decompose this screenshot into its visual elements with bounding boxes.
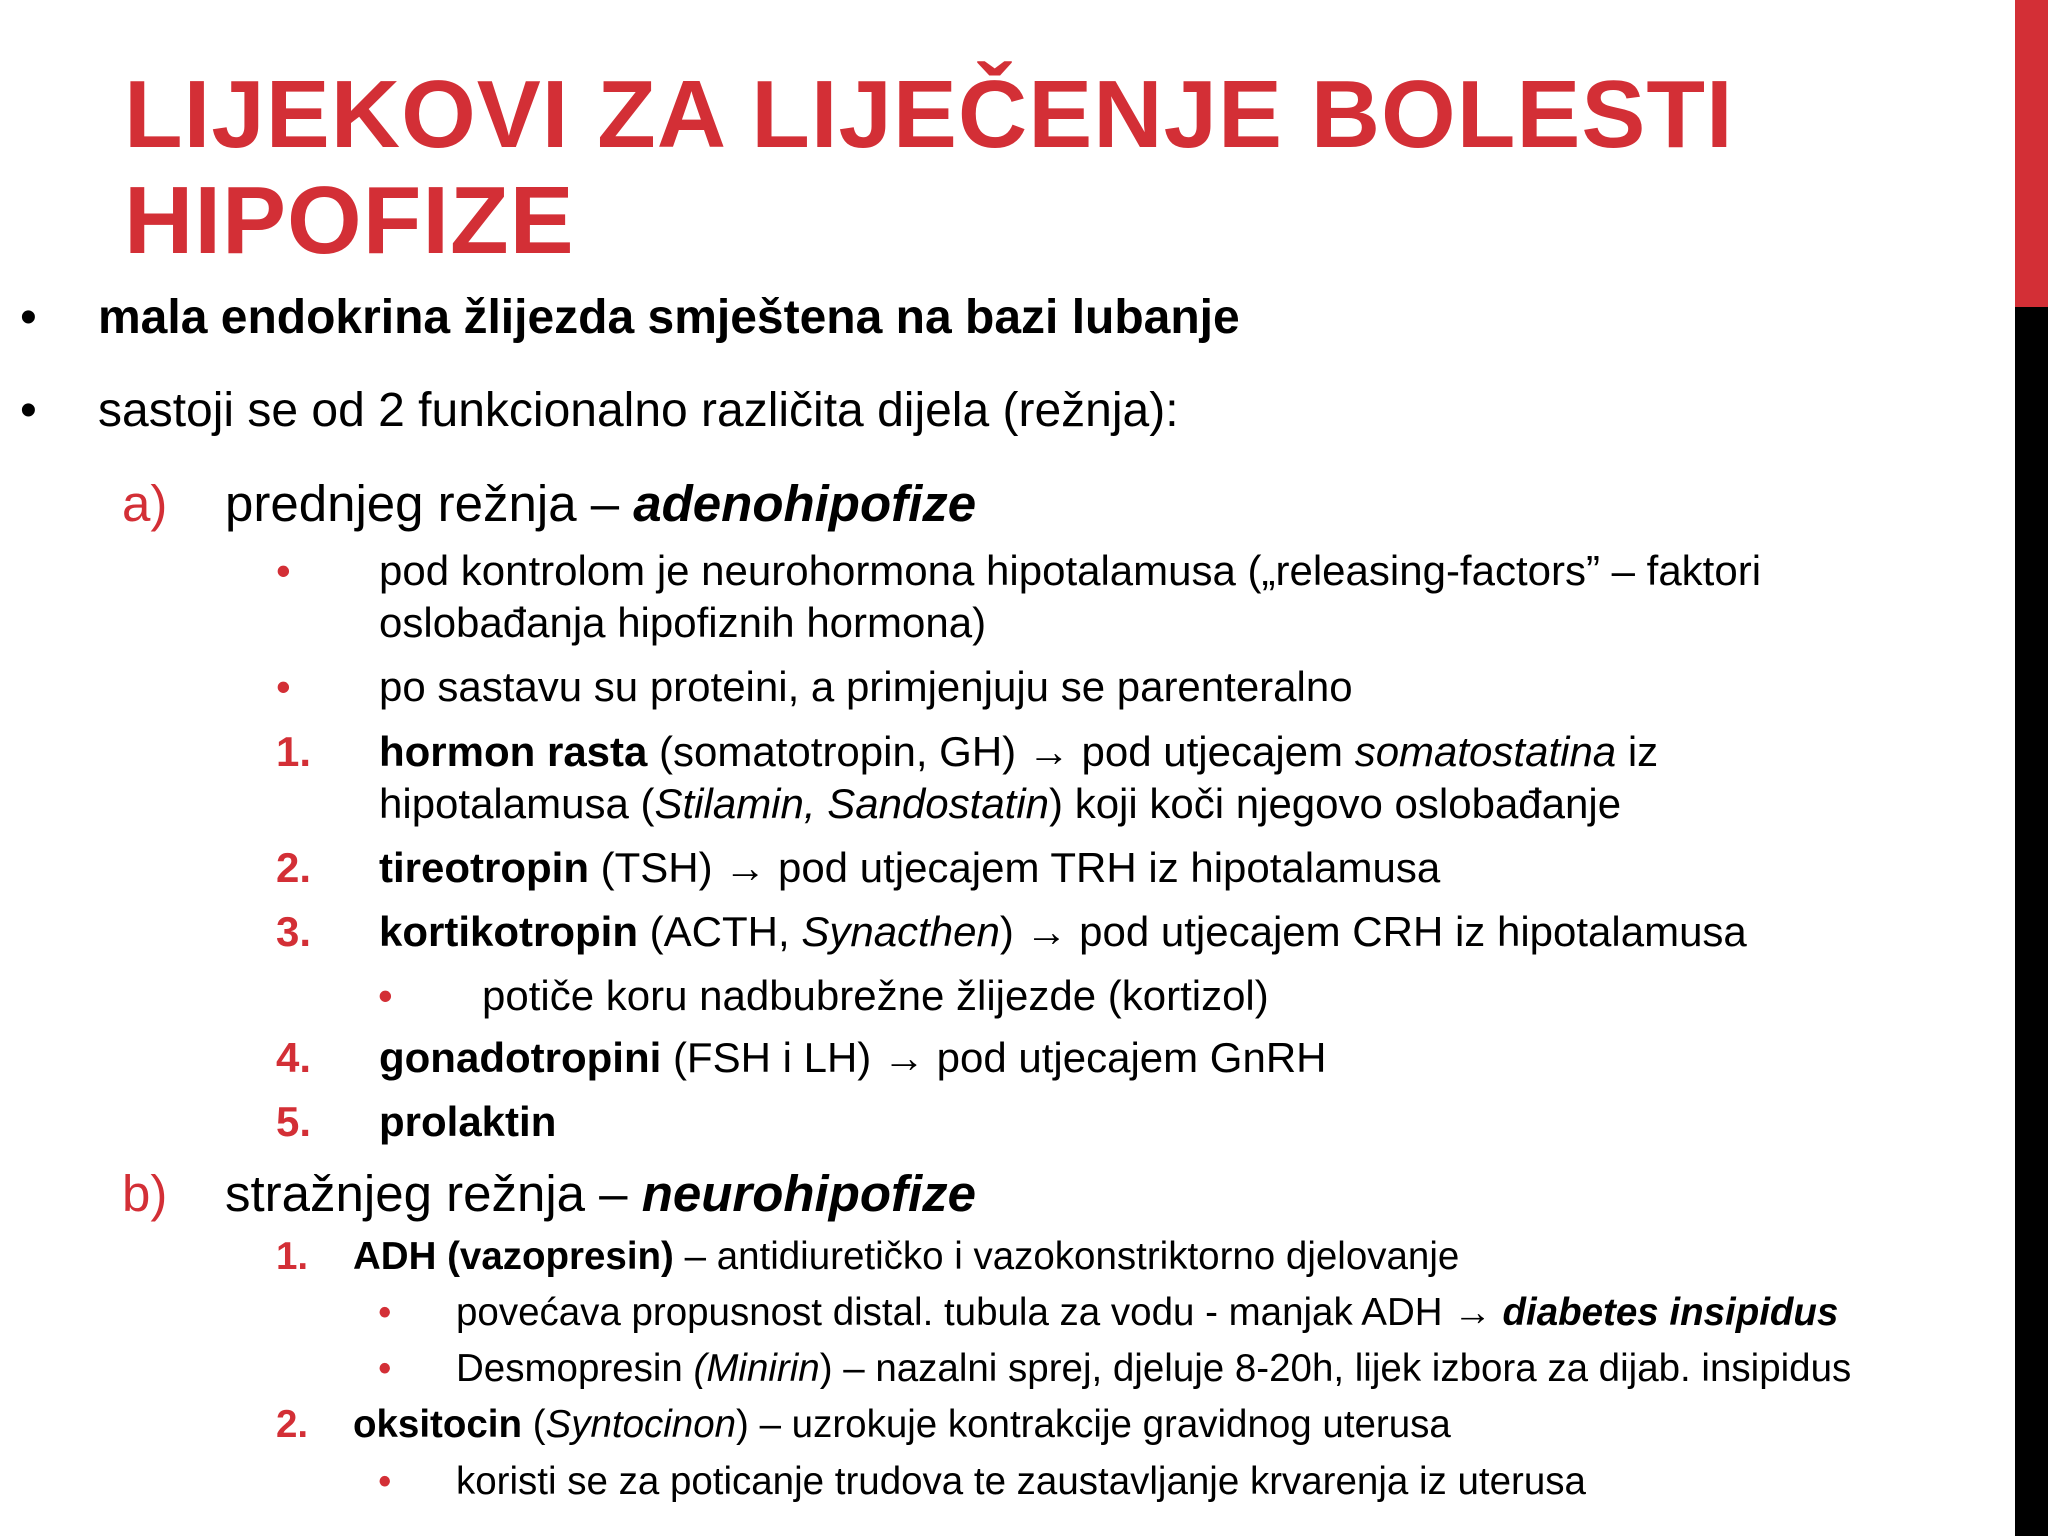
- item-prolactin: prolaktin: [379, 1098, 557, 1145]
- item-number: 1.: [276, 728, 312, 775]
- arrow-icon: →: [882, 1034, 925, 1081]
- section-a-marker: a): [122, 475, 168, 532]
- section-a-heading: prednjeg režnja – adenohipofize: [225, 475, 977, 532]
- item-growth-hormone-line2: hipotalamusa (Stilamin, Sandostatin) koji koči njegovo oslobađanje: [379, 780, 1622, 827]
- adeno-composition: po sastavu su proteini, a primjenjuju se parenteralno: [379, 663, 1353, 710]
- section-b-marker: b): [122, 1165, 168, 1222]
- arrow-icon: →: [1027, 728, 1070, 775]
- corticotropin-effect: potiče koru nadbubrežne žlijezde (kortizol): [482, 972, 1269, 1019]
- item-adh: ADH (vazopresin) – antidiuretičko i vazokonstriktorno djelovanje: [353, 1235, 1460, 1278]
- oxytocin-use: koristi se za poticanje trudova te zaustavljanje krvarenja iz uterusa: [456, 1460, 1586, 1503]
- desmopressin-info: Desmopresin (Minirin) – nazalni sprej, djeluje 8-20h, lijek izbora za dijab. insipidus: [456, 1347, 1852, 1390]
- item-number: 1.: [276, 1235, 309, 1278]
- item-number: 4.: [276, 1034, 312, 1081]
- sub-bullet-marker: •: [378, 1460, 392, 1503]
- bullet-text-location: mala endokrina žlijezda smještena na bazi lubanje: [98, 291, 1240, 344]
- sub-bullet-marker: •: [276, 663, 291, 710]
- section-b-heading: stražnjeg režnja – neurohipofize: [225, 1165, 977, 1222]
- sub-bullet-marker: •: [378, 1291, 392, 1334]
- adeno-control-line1: pod kontrolom je neurohormona hipotalamusa („releasing-factors” – faktori: [379, 547, 1762, 594]
- sub-bullet-marker: •: [378, 972, 393, 1019]
- adh-effect: povećava propusnost distal. tubula za vodu - manjak ADH → diabetes insipidus: [456, 1291, 1839, 1334]
- item-number: 3.: [276, 908, 312, 955]
- arrow-icon: →: [1453, 1291, 1492, 1334]
- arrow-icon: →: [1025, 908, 1068, 955]
- bullet-marker: •: [20, 384, 37, 437]
- item-corticotropin: kortikotropin (ACTH, Synacthen) → pod utjecajem CRH iz hipotalamusa: [379, 908, 1747, 955]
- slide-title: LIJEKOVI ZA LIJEČENJE BOLESTI HIPOFIZE: [124, 61, 1734, 274]
- adeno-control-line2: oslobađanja hipofiznih hormona): [379, 599, 987, 646]
- item-growth-hormone: hormon rasta (somatotropin, GH) → pod utjecajem somatostatina iz: [379, 728, 1659, 775]
- item-oxytocin: oksitocin (Syntocinon) – uzrokuje kontrakcije gravidnog uterusa: [353, 1403, 1451, 1446]
- item-number: 5.: [276, 1098, 312, 1145]
- item-number: 2.: [276, 844, 312, 891]
- side-accent-bar-red: [2015, 0, 2048, 307]
- sub-bullet-marker: •: [378, 1347, 392, 1390]
- bullet-marker: •: [20, 291, 37, 344]
- bullet-text-structure: sastoji se od 2 funkcionalno različita dijela (režnja):: [98, 384, 1179, 437]
- arrow-icon: →: [724, 844, 767, 891]
- item-thyrotropin: tireotropin (TSH) → pod utjecajem TRH iz hipotalamusa: [379, 844, 1441, 891]
- side-accent-bar-black: [2015, 307, 2048, 1536]
- item-gonadotropins: gonadotropini (FSH i LH) → pod utjecajem GnRH: [379, 1034, 1327, 1081]
- item-number: 2.: [276, 1403, 309, 1446]
- sub-bullet-marker: •: [276, 547, 291, 594]
